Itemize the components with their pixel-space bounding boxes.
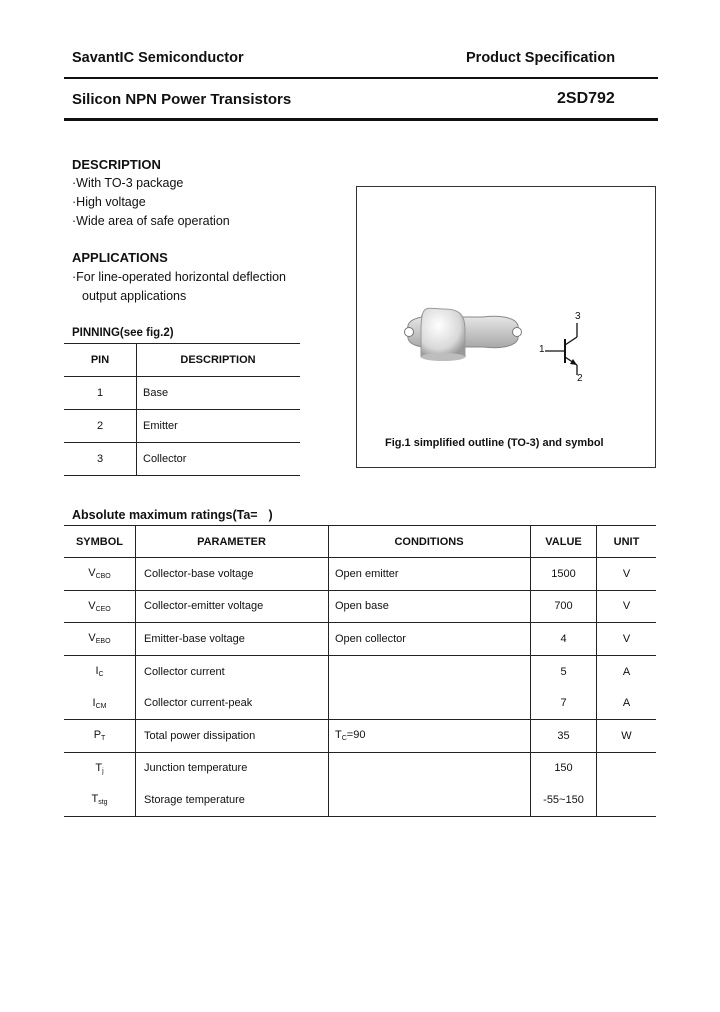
pin-label-3: 3 [575, 311, 581, 322]
doc-type: Product Specification [466, 50, 616, 66]
unit-cell [597, 752, 657, 784]
description-heading: DESCRIPTION [72, 157, 161, 172]
applications-item: ·For line-operated horizontal deflection [72, 270, 287, 284]
parameter-cell: Collector current-peak [136, 687, 329, 719]
unit-cell: V [597, 623, 657, 656]
table-row [64, 687, 656, 719]
conditions-cell [329, 784, 531, 816]
ratings-heading [72, 508, 273, 522]
unit-cell: A [597, 687, 657, 719]
table-row [64, 719, 656, 752]
pin-label-2: 2 [577, 373, 583, 384]
value-cell: 5 [531, 655, 597, 687]
table-header-row [64, 344, 300, 377]
parameter-cell: Collector current [136, 655, 329, 687]
unit-cell: A [622, 665, 631, 678]
applications-item-cont: output applications [82, 289, 187, 303]
value-cell: 35 [531, 719, 597, 752]
table-row [64, 655, 656, 687]
conditions-cell: $T_C=90$ [329, 719, 531, 752]
ratings-table [64, 525, 656, 817]
parameter-cell: Collector-base voltage [136, 558, 329, 591]
unit-cell: W [597, 719, 657, 752]
value-cell: 700 [531, 590, 597, 623]
part-number: 2SD792 [557, 90, 615, 107]
parameter-cell: Storage temperature [136, 784, 329, 816]
pinning-table [64, 343, 300, 476]
table-row [64, 443, 300, 476]
product-line: Silicon NPN Power Transistors [72, 91, 292, 108]
col-parameter: PARAMETER [136, 526, 329, 558]
header-rule-top [64, 77, 658, 79]
parameter-cell: Emitter-base voltage [136, 623, 329, 656]
symbol-cell: $V_{CBO}$ [64, 558, 136, 591]
applications-heading: APPLICATIONS [72, 250, 168, 265]
table-row [64, 784, 656, 816]
conditions-cell [329, 687, 531, 719]
table-header-row [64, 526, 656, 558]
table-row [64, 752, 656, 784]
pin-number: 2 [64, 410, 137, 443]
conditions-cell: Open collector [329, 623, 531, 656]
table-row [64, 623, 656, 656]
symbol-cell: $V_{CEO}$ [64, 590, 136, 623]
symbol-cell: $I_{CM}$ [64, 687, 136, 719]
figure-caption: Fig.1 simplified outline (TO-3) and symbol [385, 437, 604, 449]
conditions-cell: Open emitter [329, 558, 531, 591]
unit-cell: V [597, 590, 657, 623]
col-pin: PIN [64, 344, 137, 377]
figure-box [356, 186, 656, 468]
conditions-cell [329, 655, 531, 687]
value-cell: 1500 [531, 558, 597, 591]
table-row [64, 558, 656, 591]
pinning-heading: PINNING(see fig.2) [72, 327, 174, 339]
company-name: SavantIC Semiconductor [72, 50, 244, 66]
value-cell: -55~150 [531, 784, 597, 816]
pin-number: 3 [64, 443, 137, 476]
table-row [64, 377, 300, 410]
value-cell: 4 [531, 623, 597, 656]
col-value: VALUE [531, 526, 597, 558]
pin-description: Emitter [137, 410, 301, 443]
col-conditions: CONDITIONS [329, 526, 531, 558]
unit-cell: V [597, 558, 657, 591]
col-symbol: SYMBOL [64, 526, 136, 558]
description-item: ·High voltage [72, 195, 146, 209]
conditions-cell: Open base [329, 590, 531, 623]
pin-number: 1 [64, 377, 137, 410]
value-cell: 7 [531, 687, 597, 719]
symbol-cell: $I_C$ [64, 655, 136, 687]
symbol-cell: $T_{stg}$ [64, 784, 136, 816]
ratings-heading-end: ) [268, 508, 273, 522]
pin-description: Base [137, 377, 301, 410]
symbol-cell: $T_j$ [64, 752, 136, 784]
description-item: ·Wide area of safe operation [72, 214, 230, 228]
table-row [64, 410, 300, 443]
symbol-cell: $P_T$ [64, 719, 136, 752]
ratings-heading-text: Absolute maximum ratings(Ta= [72, 508, 258, 522]
unit-cell [597, 784, 657, 816]
symbol-cell: $V_{EBO}$ [64, 623, 136, 656]
parameter-cell: Junction temperature [136, 752, 329, 784]
col-description: DESCRIPTION [137, 344, 301, 377]
conditions-cell [329, 752, 531, 784]
table-row [64, 590, 656, 623]
parameter-cell: Total power dissipation [136, 719, 329, 752]
pin-label-1: 1 [539, 344, 545, 355]
description-item: ·With TO-3 package [72, 176, 184, 190]
header-rule-bottom [64, 118, 658, 121]
value-cell: 150 [531, 752, 597, 784]
col-unit: UNIT [597, 526, 657, 558]
parameter-cell: Collector-emitter voltage [136, 590, 329, 623]
pin-description: Collector [137, 443, 301, 476]
